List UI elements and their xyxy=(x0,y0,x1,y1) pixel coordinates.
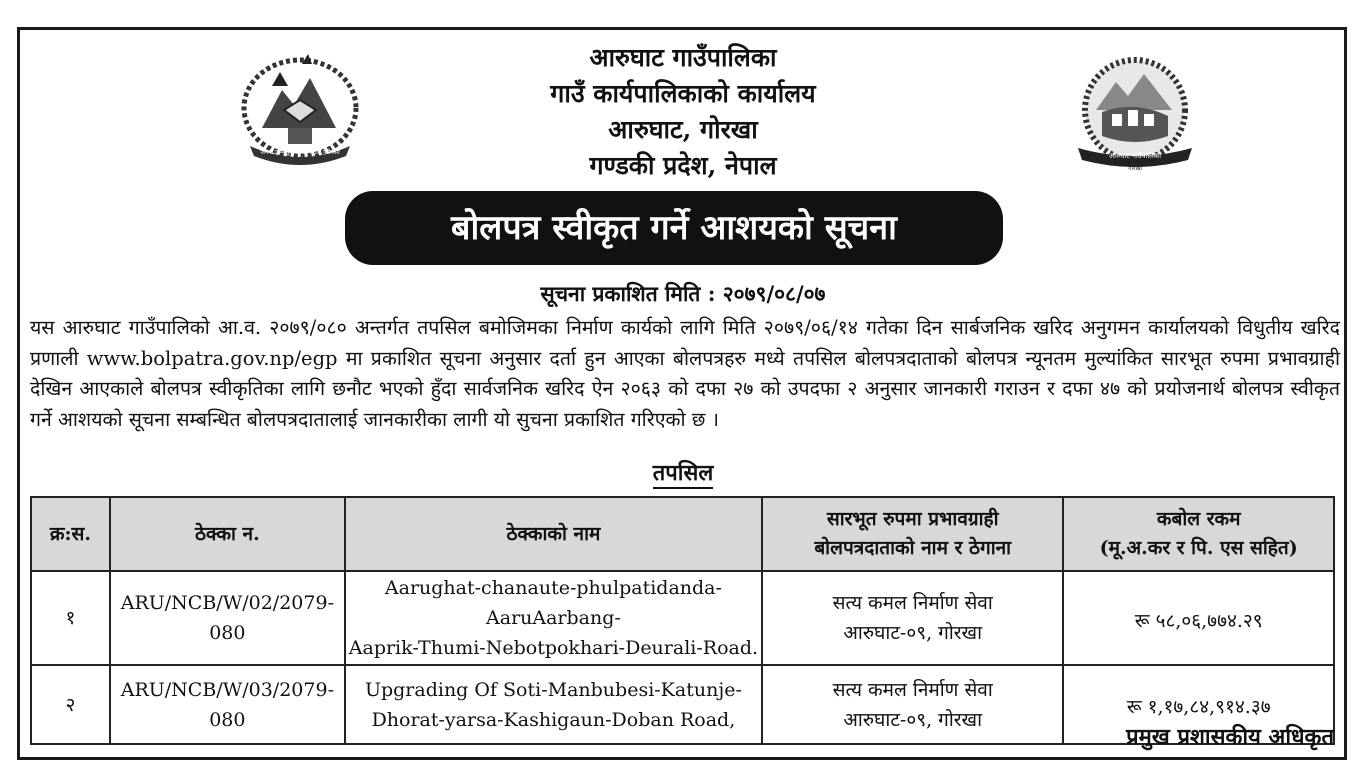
header-sn: क्र:स. xyxy=(31,497,110,571)
row-contract-name xyxy=(345,571,762,665)
row-bidder xyxy=(762,571,1063,665)
contract-name-line2: Dhorat-yarsa-Kashigaun-Doban Road, xyxy=(371,708,736,731)
row-contract-no: ARU/NCB/W/02/2079-080 xyxy=(110,571,345,665)
header-amount-line2: (मू.अ.कर र पि. एस सहित) xyxy=(1099,537,1298,559)
table-heading xyxy=(0,457,1366,487)
bidder-name: सत्य कमल निर्माण सेवा xyxy=(832,678,993,701)
table-heading-text: तपसिल xyxy=(653,460,714,489)
office-location: आरुघाट, गोरखा xyxy=(608,115,758,144)
office-name: गाउँ कार्यपालिकाको कार्यालय xyxy=(550,79,816,108)
header-bidder-line2: बोलपत्रदाताको नाम र ठेगाना xyxy=(814,537,1012,559)
row-bidder xyxy=(762,665,1063,744)
row-sn: २ xyxy=(31,665,110,744)
bidder-address: आरुघाट-०९, गोरखा xyxy=(843,622,983,644)
row-sn: १ xyxy=(31,571,110,665)
signatory: प्रमुख प्रशासकीय अधिकृत xyxy=(1126,724,1334,750)
header-contract-no: ठेक्का न. xyxy=(110,497,345,571)
table-header-row xyxy=(31,497,1334,571)
bidder-address: आरुघाट-०९, गोरखा xyxy=(843,708,983,731)
row-amount: रू १,१७,८४,९१४.३७ xyxy=(1063,665,1334,744)
bidder-name: सत्य कमल निर्माण सेवा xyxy=(832,592,993,614)
contract-name-line1: Aarughat-chanaute-phulpatidanda-AaruAarbang- xyxy=(384,577,722,629)
notice-body: यस आरुघाट गाउँपालिको आ.व. २०७९/०८० अन्तर्गत तपसिल बमोजिमका निर्माण कार्यको लागि मिति २०७९/०६/१४ गतेका दिन सार्बजनिक खरिद अनुगमन कार्यालयको विधुतीय खरिद प्रणाली www.bolpatra.gov.np/egp मा प्रकाशित सूचना अनुसार दर्ता हुन आएका बोलपत्रहरु मध्ये तपसिल बोलपत्रदाताको बोलपत्र न्यूनतम मुल्यांकित सारभूत रुपमा प्रभावग्राही देखिन आएकाले बोलपत्र स्वीकृतिका लागि छनौट भएको हुँदा सार्वजनिक खरिद ऐन २०६३ को दफा २७ को उपदफा २ अनुसार जानकारी गराउन र दफा ४७ को प्रयोजनार्थ बोलपत्र स्वीकृत गर्ने आशयको सूचना सम्बन्धित बोलपत्रदातालाई जानकारीका लागी यो सुचना प्रकाशित गरिएको छ । xyxy=(30,316,1340,431)
row-amount: रू ५८,०६,७७४.२९ xyxy=(1063,571,1334,665)
contract-name-line2: Aaprik-Thumi-Nebotpokhari-Deurali-Road. xyxy=(348,637,759,659)
notice-title: बोलपत्र स्वीकृत गर्ने आशयको सूचना xyxy=(345,191,1003,265)
office-header xyxy=(0,40,1366,184)
province-country: गण्डकी प्रदेश, नेपाल xyxy=(589,151,777,180)
header-bidder-line1: सारभूत रुपमा प्रभावग्राही xyxy=(826,508,999,530)
logo-name: आरुघाट गाउँपालिका xyxy=(1108,152,1162,160)
header-amount xyxy=(1063,497,1334,571)
header-contract-name: ठेक्काको नाम xyxy=(345,497,762,571)
header-bidder xyxy=(762,497,1063,571)
contract-name-line1: Upgrading Of Soti-Manbubesi-Katunje- xyxy=(364,678,742,701)
header-amount-line1: कबोल रकम xyxy=(1156,508,1241,530)
logo-place: गोरखा xyxy=(1128,165,1142,172)
contracts-table xyxy=(30,496,1335,745)
row-contract-name xyxy=(345,665,762,744)
publication-date: सूचना प्रकाशित मिति : २०७९/०८/०७ xyxy=(540,281,826,306)
emblem-motto: जननी जन्मभूमिश्च स्वर्गादपि गरीयसी xyxy=(260,149,340,156)
municipality-name: आरुघाट गाउँपालिका xyxy=(589,43,777,72)
table-row xyxy=(31,571,1334,665)
row-contract-no: ARU/NCB/W/03/2079-080 xyxy=(110,665,345,744)
